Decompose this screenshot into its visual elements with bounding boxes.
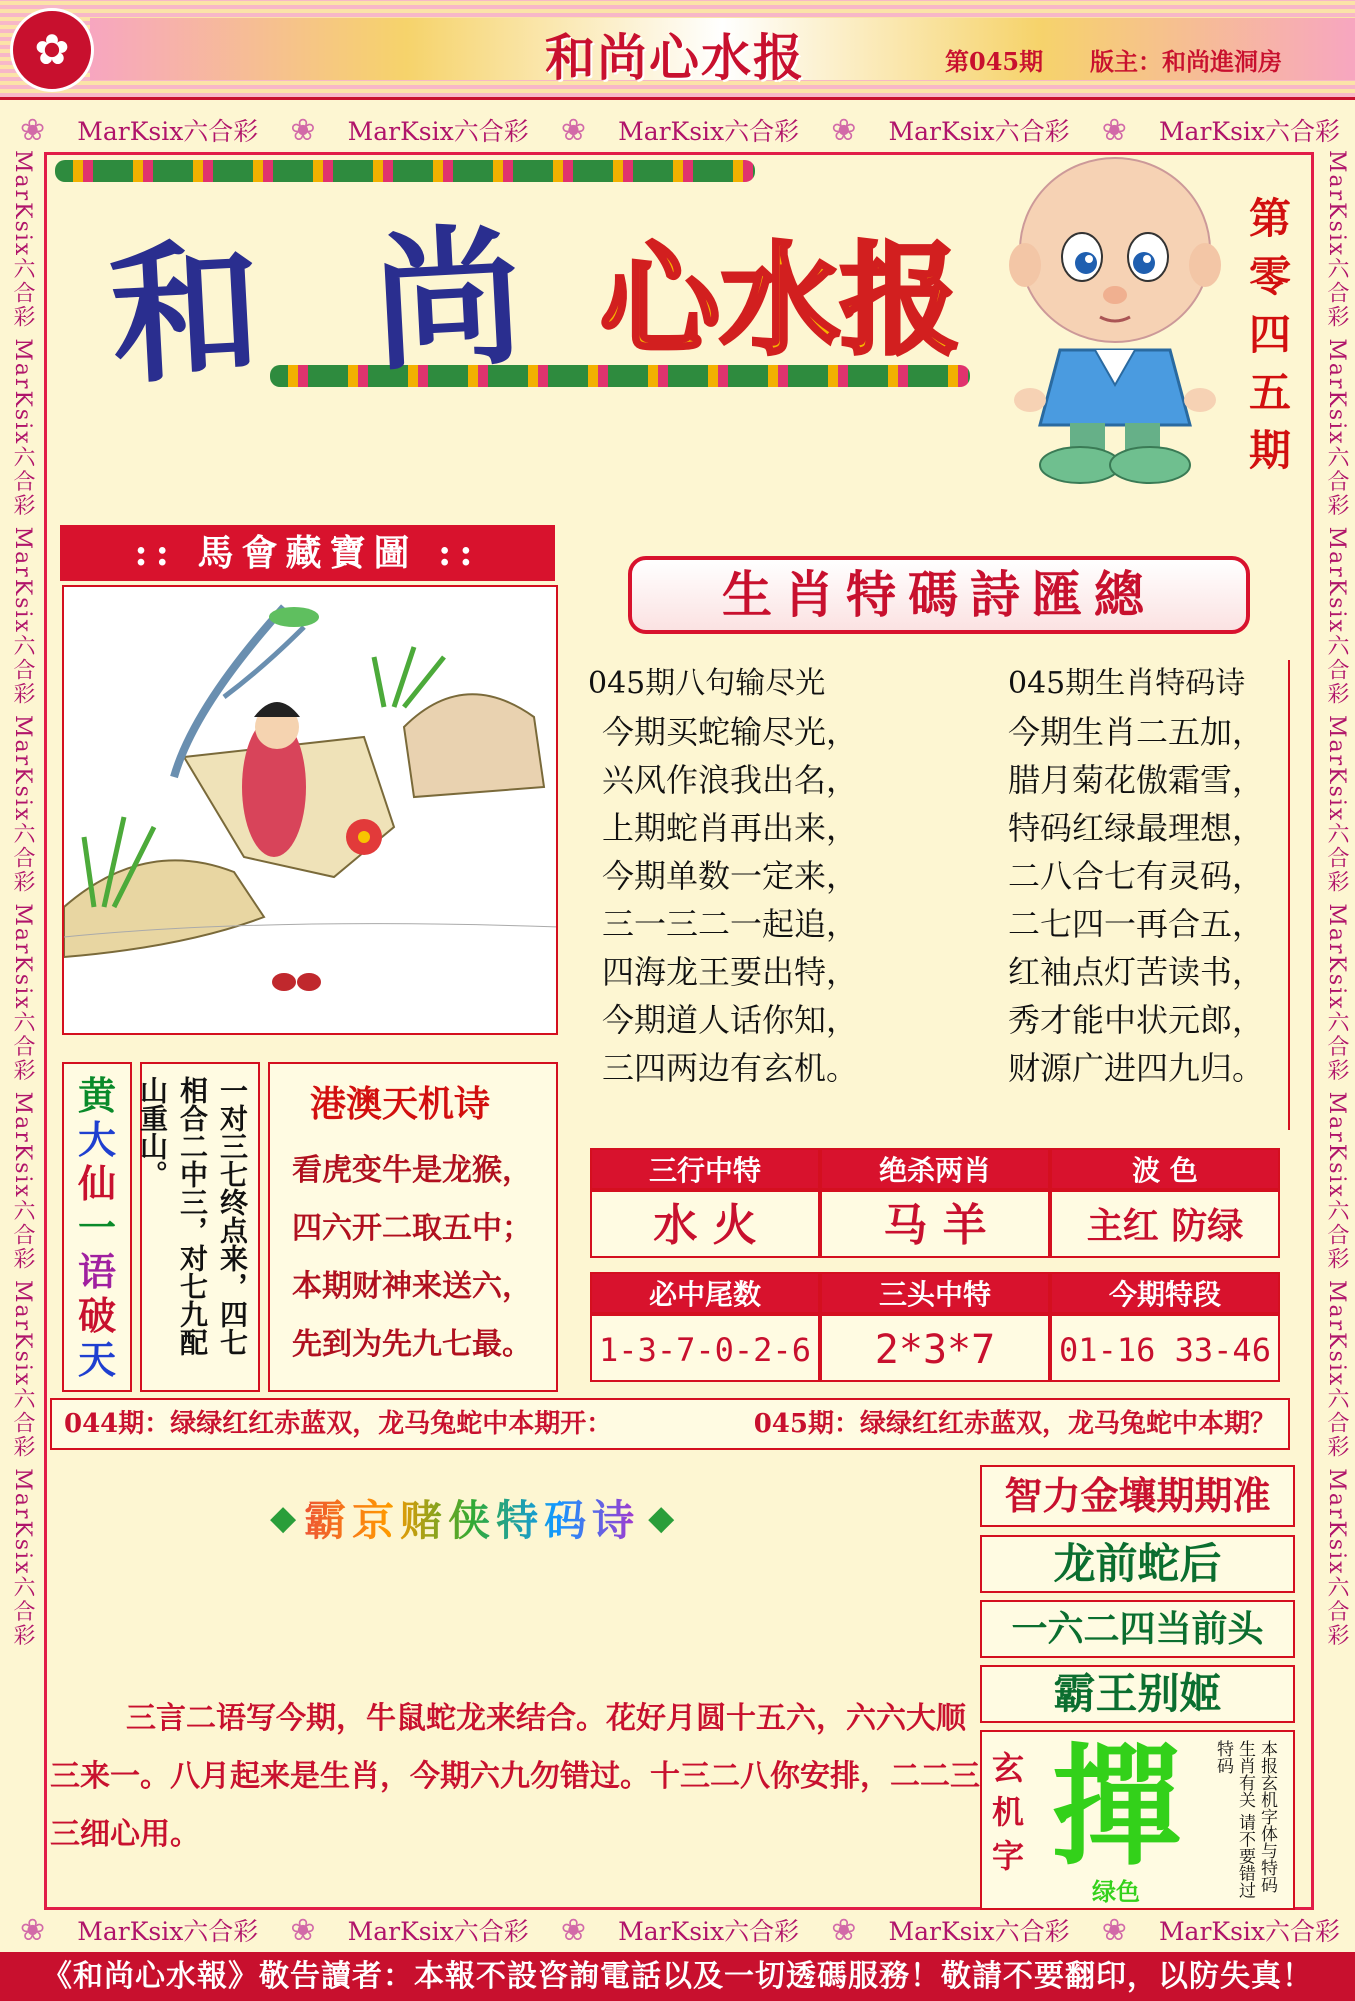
watermark-text: MarKsix六合彩 <box>347 117 529 146</box>
watermark-side-right: MarKsix六合彩 MarKsix六合彩 MarKsix六合彩 MarKsix六合彩 MarKsix六合彩 MarKsix六合彩 MarKsix六合彩 MarKsix六合彩 <box>1324 150 1349 1648</box>
right-slogan-3: 一六二四当前头 <box>980 1600 1295 1658</box>
poem-line: 今期道人话你知， <box>602 1001 859 1039</box>
poem-area <box>578 660 1290 1130</box>
hdx-char: 语 <box>77 1249 116 1294</box>
treasure-map-label: :: 馬會藏寶圖 :: <box>60 525 555 581</box>
right-slogan-4: 霸王别姬 <box>980 1665 1295 1723</box>
stats-value: 2*3*7 <box>820 1314 1050 1382</box>
watermark-text: MarKsix六合彩 <box>888 1917 1070 1946</box>
stats-header: 三行中特 <box>590 1148 820 1190</box>
stats-value: 1-3-7-0-2-6 <box>590 1314 820 1382</box>
flower-icon: ❀ <box>560 1912 586 1948</box>
hdx-char: 黄 <box>77 1073 116 1118</box>
poem-line: 特码红绿最理想， <box>1008 809 1265 847</box>
stats-value: 马 羊 <box>820 1190 1050 1258</box>
hdx-char: 天 <box>77 1337 116 1382</box>
gangao-line: 四六开二取五中； <box>292 1211 532 1246</box>
issue-vertical: 第零四五期 <box>1248 194 1291 475</box>
stats-header: 三头中特 <box>820 1272 1050 1314</box>
gangao-line: 看虎变牛是龙猴， <box>292 1153 532 1188</box>
bajing-title: 霸京赌侠特码诗 <box>304 1488 640 1548</box>
diamond-icon: ◆ <box>270 1498 297 1538</box>
treasure-map-painting <box>62 585 558 1035</box>
xuanji-note: 本报玄机字体与特码生肖有关 请不要错过特码 <box>1213 1740 1277 1899</box>
poem-left <box>588 660 928 1092</box>
flower-icon: ❀ <box>290 112 316 148</box>
poem-line: 三四两边有玄机。 <box>602 1049 859 1087</box>
watermark-text: MarKsix六合彩 <box>888 117 1070 146</box>
stats-tables <box>590 1148 1280 1383</box>
xuanji-caption: 绿色 <box>1092 1877 1140 1906</box>
stats-row2-header <box>590 1272 1280 1314</box>
right-slogan-1: 智力金壤期期准 <box>980 1465 1295 1527</box>
poem-line: 今期买蛇输尽光， <box>602 713 859 751</box>
flower-icon: ❀ <box>1101 1912 1127 1948</box>
stats-row1-values <box>590 1190 1280 1258</box>
flower-icon: ❀ <box>560 112 586 148</box>
watermark-text: MarKsix六合彩 <box>618 117 800 146</box>
poem-right <box>1008 660 1288 1092</box>
gangao-title: 港澳天机诗 <box>310 1083 491 1125</box>
stats-value: 主红 防绿 <box>1050 1190 1280 1258</box>
flower-icon: ❀ <box>831 112 857 148</box>
history-line <box>50 1398 1290 1450</box>
watermark-text: MarKsix六合彩 <box>77 117 259 146</box>
stats-header: 必中尾数 <box>590 1272 820 1314</box>
editor-credit: 版主：和尚進洞房 <box>1090 47 1282 76</box>
flower-icon: ❀ <box>1101 112 1127 148</box>
huang-da-xian-column <box>62 1062 132 1392</box>
stats-row2-values <box>590 1314 1280 1382</box>
gangao-poem-box <box>268 1062 558 1392</box>
poem-line: 今期生肖二五加， <box>1008 713 1265 751</box>
hdx-char: 破 <box>77 1293 116 1338</box>
watermark-text: MarKsix六合彩 <box>618 1917 800 1946</box>
watermark-text: MarKsix六合彩 <box>77 1917 259 1946</box>
history-right: 045期：绿绿红红赤蓝双，龙马兔蛇中本期？ <box>753 1409 1276 1439</box>
gangao-line: 本期财神来送六， <box>292 1269 532 1304</box>
flower-icon: ❀ <box>20 1912 46 1948</box>
masthead-xin-shui-bao: 心水报 <box>600 232 960 371</box>
poem-line: 腊月菊花傲霜雪， <box>1008 761 1265 799</box>
poem-line: 二八合七有灵码， <box>1008 857 1265 895</box>
masthead-he-shang: 和 尚 <box>106 206 558 406</box>
watermark-text: MarKsix六合彩 <box>1158 1917 1340 1946</box>
footer-notice: 《和尚心水報》敬告讀者：本報不設咨詢電話以及一切透碼服務！敬請不要翻印，以防失真！ <box>0 1952 1355 2001</box>
poem-line: 今期单数一定来， <box>602 857 859 895</box>
bauhinia-emblem-icon: ✿ <box>10 8 94 92</box>
xuanji-char: 撣 <box>1052 1730 1183 1883</box>
top-title: 和尚心水报 <box>545 28 805 87</box>
poem-left-heading: 045期八句输尽光 <box>588 666 826 701</box>
right-slogan-2: 龙前蛇后 <box>980 1535 1295 1593</box>
poem-line: 上期蛇肖再出来， <box>602 809 859 847</box>
watermark-text: MarKsix六合彩 <box>347 1917 529 1946</box>
hdx-char: 仙 <box>77 1161 116 1206</box>
poem-line: 二七四一再合五， <box>1008 905 1265 943</box>
poem-line: 秀才能中状元郎， <box>1008 1001 1265 1039</box>
couplet-vertical: 一对三七终点来，四七相合二中三，对七九配山重山。 <box>140 1062 260 1392</box>
poem-right-heading: 045期生肖特码诗 <box>1008 666 1246 701</box>
stats-header: 今期特段 <box>1050 1272 1280 1314</box>
stats-header: 波 色 <box>1050 1148 1280 1190</box>
poem-line: 兴风作浪我出名， <box>602 761 859 799</box>
watermark-side-left: MarKsix六合彩 MarKsix六合彩 MarKsix六合彩 MarKsix六合彩 MarKsix六合彩 MarKsix六合彩 MarKsix六合彩 MarKsix六合彩 <box>10 150 35 1648</box>
watermark-text: MarKsix六合彩 <box>1158 117 1340 146</box>
xuanji-label: 玄机字 <box>991 1749 1024 1875</box>
poem-line: 财源广进四九归。 <box>1008 1049 1265 1087</box>
bajing-heading <box>270 1488 674 1548</box>
diamond-icon: ◆ <box>648 1498 675 1538</box>
flower-icon: ❀ <box>20 112 46 148</box>
gangao-line: 先到为先九七最。 <box>292 1327 532 1362</box>
flower-vine-top <box>55 160 755 182</box>
bajing-prose: 三言二语写今期，牛鼠蛇龙来结合。花好月圆十五六，六六大顺三来一。八月起来是生肖，今期六九勿错过。十三二八你安排，二二三三细心用。 <box>50 1701 980 1852</box>
poem-section-title: 生肖特碼詩匯總 <box>628 556 1250 634</box>
stats-header: 绝杀两肖 <box>820 1148 1050 1190</box>
watermark-row-bottom <box>20 1908 1340 1952</box>
poem-line: 三一三二一起追， <box>602 905 859 943</box>
gangao-body <box>292 1142 552 1374</box>
stats-row1-header <box>590 1148 1280 1190</box>
hdx-char: 大 <box>77 1117 116 1162</box>
flower-icon: ❀ <box>290 1912 316 1948</box>
poem-line: 红袖点灯苦读书， <box>1008 953 1265 991</box>
issue-number: 第045期 <box>945 47 1044 76</box>
flower-icon: ❀ <box>831 1912 857 1948</box>
stats-value: 水 火 <box>590 1190 820 1258</box>
history-left: 044期：绿绿红红赤蓝双，龙马兔蛇中本期开： <box>64 1409 613 1439</box>
poem-line: 四海龙王要出特， <box>602 953 859 991</box>
xuanji-box <box>980 1730 1295 1910</box>
monk-cartoon <box>1000 145 1230 490</box>
stats-value: 01-16 33-46 <box>1050 1314 1280 1382</box>
hdx-char: 一 <box>77 1205 116 1250</box>
